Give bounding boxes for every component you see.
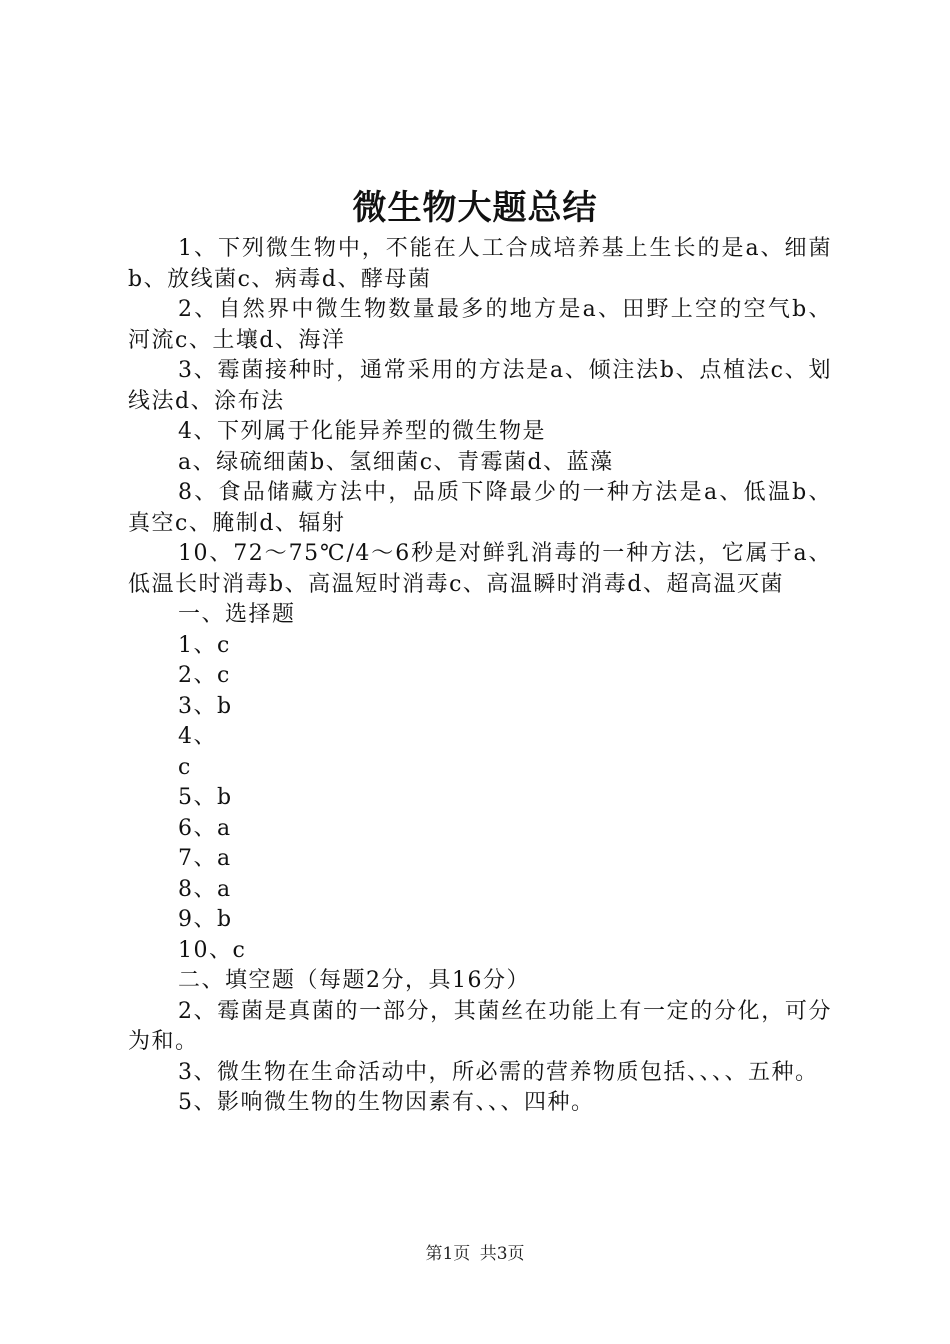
section-heading: 一、选择题: [178, 602, 296, 627]
page-total: 共3页: [479, 1244, 525, 1264]
paragraph: 2、自然界中微生物数量最多的地方是a、田野上空的空气b、河流c、土壤d、海洋: [128, 297, 832, 353]
paragraph: 3、霉菌接种时，通常采用的方法是a、倾注法b、点植法c、划线法d、涂布法: [128, 358, 832, 414]
answer-line: 6、a: [178, 815, 232, 841]
paragraph: 3、微生物在生命活动中，所必需的营养物质包括、、、、五种。: [178, 1059, 819, 1085]
answer-line: 5、b: [178, 785, 233, 810]
answer-line: 1、c: [178, 632, 231, 658]
paragraph: 1、下列微生物中，不能在人工合成培养基上生长的是a、细菌b、放线菌c、病毒d、酵母菌: [128, 236, 832, 292]
answer-line: c: [178, 754, 192, 780]
page-title: 微生物大题总结: [352, 188, 598, 228]
section-heading: 二、填空题（每题2分，具16分）: [178, 968, 530, 993]
answer-line: 3、b: [178, 693, 233, 719]
answer-line: 9、b: [178, 907, 233, 932]
paragraph: a、绿硫细菌b、氢细菌c、青霉菌d、蓝藻: [178, 449, 614, 475]
paragraph: 8、食品储藏方法中，品质下降最少的一种方法是a、低温b、真空c、腌制d、辐射: [128, 480, 832, 536]
paragraph: 2、霉菌是真菌的一部分，其菌丝在功能上有一定的分化，可分为和。: [128, 998, 832, 1054]
answer-line: 4、: [178, 724, 217, 749]
answer-line: 8、a: [178, 876, 232, 902]
page-number: 第1页: [425, 1244, 471, 1264]
page-footer: [0, 1242, 950, 1266]
document-body: [128, 234, 832, 1119]
answer-line: 7、a: [178, 846, 232, 871]
paragraph: 10、72～75℃/4～6秒是对鲜乳消毒的一种方法，它属于a、低温长时消毒b、高温短时消毒c、高温瞬时消毒d、超高温灭菌: [128, 541, 832, 597]
answer-line: 2、c: [178, 663, 231, 688]
paragraph: 5、影响微生物的生物因素有、、、四种。: [178, 1090, 595, 1115]
paragraph: 4、下列属于化能异养型的微生物是: [178, 419, 546, 444]
answer-line: 10、c: [178, 937, 247, 963]
